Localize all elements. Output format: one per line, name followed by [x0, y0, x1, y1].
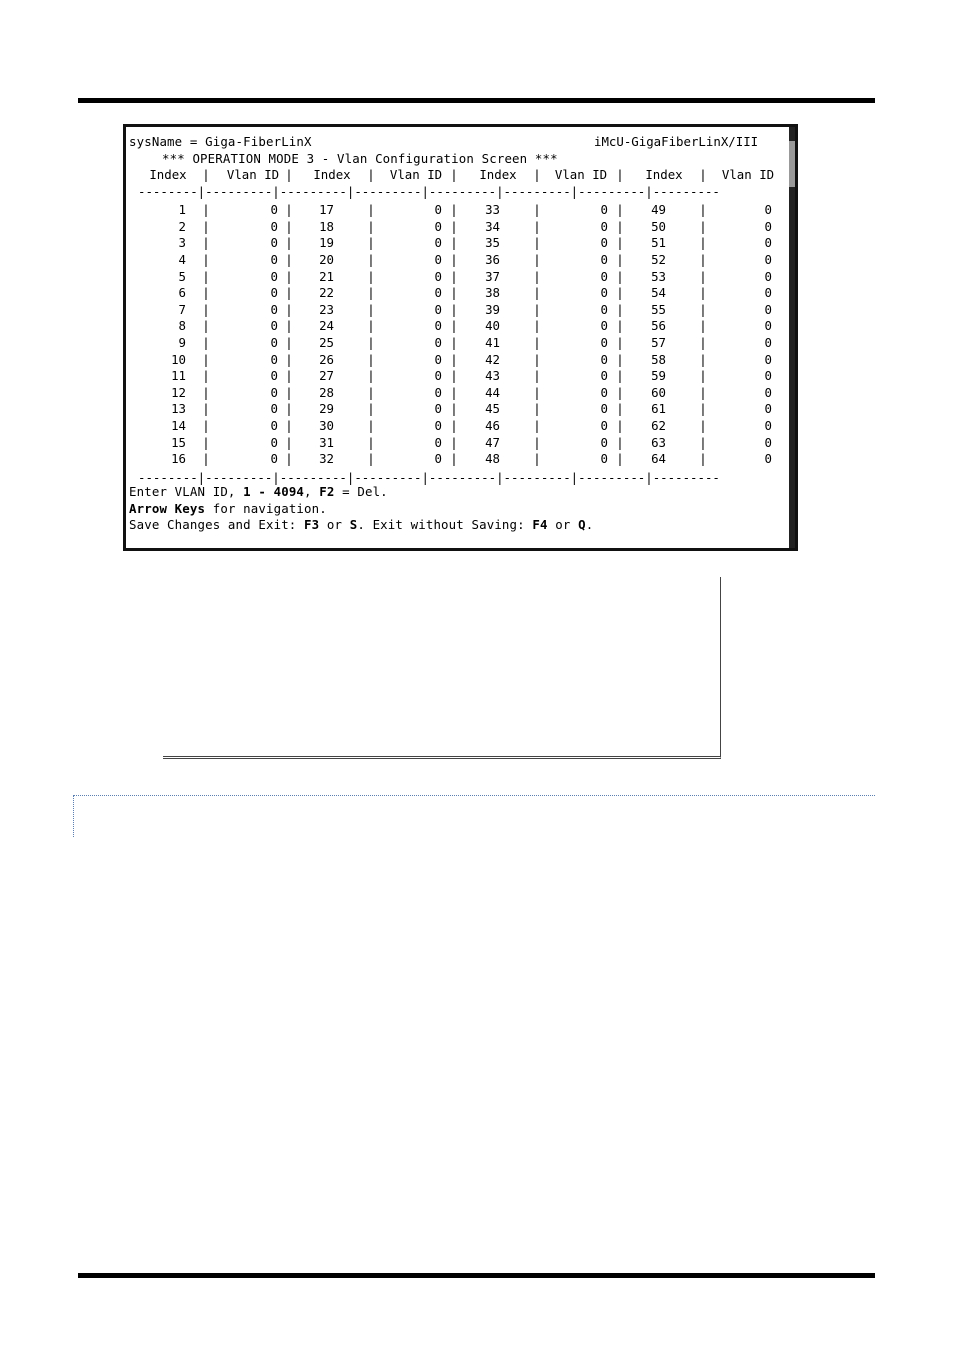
table-row — [126, 235, 788, 252]
column-separator: | — [533, 418, 541, 433]
vlan-id-cell[interactable]: 0 — [600, 451, 608, 467]
index-cell: 35 — [485, 235, 500, 251]
vlan-id-cell[interactable]: 0 — [600, 351, 608, 367]
column-separator: | — [699, 218, 707, 234]
column-separator: | — [533, 218, 541, 234]
index-cell: 61 — [651, 401, 666, 417]
vlan-id-cell[interactable]: 0 — [434, 202, 442, 218]
index-cell: 56 — [651, 318, 666, 334]
table-row — [126, 252, 788, 269]
index-cell: 31 — [319, 434, 334, 450]
vlan-id-cell[interactable]: 0 — [764, 368, 772, 384]
column-separator: | — [699, 167, 707, 182]
column-separator: | — [285, 351, 293, 367]
column-separator: | — [202, 252, 210, 267]
index-cell: 22 — [319, 285, 334, 301]
column-separator: | — [616, 384, 624, 400]
table-row — [126, 401, 788, 418]
vlan-id-cell[interactable]: 0 — [434, 384, 442, 400]
index-cell: 26 — [319, 351, 334, 367]
index-cell: 38 — [485, 285, 500, 301]
index-cell: 43 — [485, 368, 500, 384]
index-cell: 23 — [319, 301, 334, 317]
table-row — [126, 385, 788, 402]
column-separator: | — [699, 451, 707, 467]
vlan-id-cell[interactable]: 0 — [764, 418, 772, 433]
vlan-id-cell[interactable]: 0 — [270, 351, 278, 367]
column-separator: | — [450, 335, 458, 350]
column-separator: | — [367, 202, 375, 218]
column-separator: | — [533, 167, 541, 182]
column-separator: | — [699, 202, 707, 218]
vlan-id-cell[interactable]: 0 — [434, 335, 442, 350]
vlan-id-cell[interactable]: 0 — [270, 301, 278, 317]
index-cell: 17 — [319, 202, 334, 218]
column-separator: | — [367, 351, 375, 367]
column-header: Index — [479, 167, 517, 182]
column-separator: | — [450, 218, 458, 234]
column-separator: | — [699, 418, 707, 433]
index-cell: 28 — [319, 384, 334, 400]
column-separator: | — [285, 418, 293, 433]
column-separator: | — [202, 218, 210, 234]
index-cell: 59 — [651, 368, 666, 384]
column-header: Vlan ID — [226, 167, 280, 182]
index-cell: 42 — [485, 351, 500, 367]
column-separator: | — [367, 318, 375, 334]
column-separator: | — [202, 318, 210, 334]
column-separator: | — [285, 451, 293, 467]
column-separator: | — [285, 368, 293, 384]
column-separator: | — [533, 368, 541, 384]
column-header: Index — [645, 167, 683, 182]
column-header: Vlan ID — [721, 167, 775, 182]
terminal-scrollbar[interactable] — [789, 127, 795, 548]
column-header: Index — [149, 167, 187, 182]
column-separator: | — [616, 202, 624, 218]
column-separator: | — [533, 235, 541, 251]
table-bottom-border: --------|---------|---------|---------|---------|---------|---------|--------- — [138, 469, 720, 485]
index-cell: 15 — [171, 434, 186, 450]
column-separator: | — [616, 335, 624, 350]
table-row — [126, 435, 788, 452]
vlan-id-cell[interactable]: 0 — [270, 268, 278, 284]
table-row — [126, 202, 788, 219]
index-cell: 8 — [178, 318, 186, 334]
table-row — [126, 269, 788, 286]
column-separator: | — [699, 384, 707, 400]
column-separator: | — [450, 268, 458, 284]
vlan-id-cell[interactable]: 0 — [434, 451, 442, 467]
column-separator: | — [202, 268, 210, 284]
vlan-id-cell[interactable]: 0 — [764, 268, 772, 284]
note-box — [163, 577, 721, 759]
index-cell: 40 — [485, 318, 500, 334]
column-separator: | — [202, 384, 210, 400]
index-cell: 49 — [651, 202, 666, 218]
table-row — [126, 285, 788, 302]
column-separator: | — [202, 285, 210, 301]
column-separator: | — [285, 202, 293, 218]
column-separator: | — [699, 401, 707, 417]
sysname-label: sysName = Giga-FiberLinX — [129, 134, 312, 149]
column-separator: | — [202, 451, 210, 467]
vlan-id-cell[interactable]: 0 — [270, 285, 278, 301]
column-separator: | — [367, 218, 375, 234]
vlan-id-cell[interactable]: 0 — [434, 301, 442, 317]
help-line-save: Save Changes and Exit: F3 or S. Exit without Saving: F4 or Q. — [129, 517, 594, 533]
column-separator: | — [533, 335, 541, 350]
column-separator: | — [616, 235, 624, 251]
index-cell: 10 — [171, 351, 186, 367]
table-row — [126, 318, 788, 335]
column-separator: | — [699, 268, 707, 284]
vlan-id-cell[interactable]: 0 — [600, 301, 608, 317]
index-cell: 18 — [319, 218, 334, 234]
terminal-window[interactable] — [123, 124, 798, 551]
vlan-id-cell[interactable]: 0 — [600, 202, 608, 218]
vlan-id-cell[interactable]: 0 — [764, 434, 772, 450]
index-cell: 2 — [178, 218, 186, 234]
index-cell: 57 — [651, 335, 666, 350]
column-separator: | — [616, 451, 624, 467]
vlan-id-cell[interactable]: 0 — [764, 451, 772, 467]
column-separator: | — [285, 268, 293, 284]
index-cell: 48 — [485, 451, 500, 467]
column-separator: | — [285, 218, 293, 234]
header-rule — [78, 98, 875, 103]
column-separator: | — [367, 418, 375, 433]
index-cell: 5 — [178, 268, 186, 284]
vlan-id-cell[interactable]: 0 — [764, 318, 772, 334]
column-separator: | — [533, 202, 541, 218]
help-line-enter: Enter VLAN ID, 1 - 4094, F2 = Del. — [129, 484, 388, 499]
index-cell: 39 — [485, 301, 500, 317]
vlan-id-cell[interactable]: 0 — [434, 218, 442, 234]
column-separator: | — [450, 368, 458, 384]
vlan-id-cell[interactable]: 0 — [270, 235, 278, 251]
table-row — [126, 219, 788, 236]
column-separator: | — [367, 235, 375, 251]
column-separator: | — [285, 235, 293, 251]
index-cell: 33 — [485, 202, 500, 218]
column-separator: | — [450, 301, 458, 317]
index-cell: 30 — [319, 418, 334, 433]
vlan-id-cell[interactable]: 0 — [764, 351, 772, 367]
vlan-id-cell[interactable]: 0 — [434, 401, 442, 417]
column-separator: | — [699, 368, 707, 384]
column-separator: | — [202, 235, 210, 251]
vlan-id-cell[interactable]: 0 — [270, 335, 278, 350]
index-cell: 55 — [651, 301, 666, 317]
column-separator: | — [450, 235, 458, 251]
vlan-id-cell[interactable]: 0 — [600, 235, 608, 251]
table-row — [126, 302, 788, 319]
vlan-id-cell[interactable]: 0 — [600, 434, 608, 450]
column-separator: | — [450, 401, 458, 417]
column-separator: | — [616, 218, 624, 234]
index-cell: 29 — [319, 401, 334, 417]
column-separator: | — [450, 451, 458, 467]
column-separator: | — [367, 451, 375, 467]
column-separator: | — [699, 252, 707, 267]
index-cell: 44 — [485, 384, 500, 400]
index-cell: 32 — [319, 451, 334, 467]
vlan-id-cell[interactable]: 0 — [270, 384, 278, 400]
column-separator: | — [616, 351, 624, 367]
column-separator: | — [450, 318, 458, 334]
column-separator: | — [367, 167, 375, 182]
column-separator: | — [616, 285, 624, 301]
column-separator: | — [367, 368, 375, 384]
column-separator: | — [367, 384, 375, 400]
vlan-id-cell[interactable]: 0 — [600, 218, 608, 234]
index-cell: 16 — [171, 451, 186, 467]
vlan-id-cell[interactable]: 0 — [600, 418, 608, 433]
column-separator: | — [285, 434, 293, 450]
column-separator: | — [285, 318, 293, 334]
column-separator: | — [202, 351, 210, 367]
column-separator: | — [616, 318, 624, 334]
column-header: Vlan ID — [389, 167, 443, 182]
column-separator: | — [450, 418, 458, 433]
column-separator: | — [616, 401, 624, 417]
column-separator: | — [450, 285, 458, 301]
vlan-id-cell[interactable]: 0 — [434, 368, 442, 384]
index-cell: 53 — [651, 268, 666, 284]
column-separator: | — [202, 335, 210, 350]
column-separator: | — [285, 252, 293, 267]
column-separator: | — [367, 301, 375, 317]
vlan-id-cell[interactable]: 0 — [764, 252, 772, 267]
vlan-id-cell[interactable]: 0 — [270, 218, 278, 234]
vlan-id-cell[interactable]: 0 — [764, 218, 772, 234]
table-top-border: --------|---------|---------|---------|---------|---------|---------|--------- — [138, 183, 720, 199]
help-line-navigation: Arrow Keys for navigation. — [129, 500, 327, 516]
table-row — [126, 352, 788, 369]
index-cell: 20 — [319, 252, 334, 267]
column-separator: | — [202, 368, 210, 384]
vlan-id-cell[interactable]: 0 — [434, 268, 442, 284]
vlan-id-cell[interactable]: 0 — [270, 434, 278, 450]
column-separator: | — [616, 418, 624, 433]
index-cell: 34 — [485, 218, 500, 234]
column-separator: | — [285, 167, 293, 182]
column-separator: | — [285, 285, 293, 301]
column-separator: | — [616, 252, 624, 267]
vlan-id-cell[interactable]: 0 — [764, 285, 772, 301]
vlan-id-cell[interactable]: 0 — [434, 252, 442, 267]
table-row — [126, 418, 788, 435]
index-cell: 63 — [651, 434, 666, 450]
index-cell: 51 — [651, 235, 666, 251]
column-separator: | — [533, 285, 541, 301]
index-cell: 37 — [485, 268, 500, 284]
column-separator: | — [450, 434, 458, 450]
column-separator: | — [202, 418, 210, 433]
vlan-id-cell[interactable]: 0 — [270, 451, 278, 467]
column-separator: | — [616, 301, 624, 317]
column-separator: | — [367, 268, 375, 284]
vlan-id-cell[interactable]: 0 — [270, 252, 278, 267]
table-row — [126, 335, 788, 352]
index-cell: 3 — [178, 235, 186, 251]
index-cell: 4 — [178, 252, 186, 267]
index-cell: 27 — [319, 368, 334, 384]
column-separator: | — [533, 268, 541, 284]
index-cell: 11 — [171, 368, 186, 384]
vlan-id-cell[interactable]: 0 — [434, 418, 442, 433]
product-label: iMcU-GigaFiberLinX/III — [594, 134, 759, 149]
column-separator: | — [699, 434, 707, 450]
vlan-id-cell[interactable]: 0 — [600, 252, 608, 267]
index-cell: 25 — [319, 335, 334, 350]
vlan-id-cell[interactable]: 0 — [600, 384, 608, 400]
column-separator: | — [367, 401, 375, 417]
column-separator: | — [699, 351, 707, 367]
vlan-id-cell[interactable]: 0 — [764, 301, 772, 317]
column-separator: | — [699, 301, 707, 317]
column-separator: | — [533, 401, 541, 417]
index-cell: 1 — [178, 202, 186, 218]
column-separator: | — [533, 252, 541, 267]
column-separator: | — [450, 167, 458, 182]
column-separator: | — [450, 351, 458, 367]
table-row — [126, 368, 788, 385]
index-cell: 19 — [319, 235, 334, 251]
column-separator: | — [285, 384, 293, 400]
vlan-id-cell[interactable]: 0 — [600, 285, 608, 301]
index-cell: 21 — [319, 268, 334, 284]
column-separator: | — [533, 384, 541, 400]
vlan-id-cell[interactable]: 0 — [600, 318, 608, 334]
index-cell: 64 — [651, 451, 666, 467]
index-cell: 52 — [651, 252, 666, 267]
column-separator: | — [533, 451, 541, 467]
column-separator: | — [285, 335, 293, 350]
index-cell: 14 — [171, 418, 186, 433]
vlan-id-cell[interactable]: 0 — [270, 318, 278, 334]
index-cell: 12 — [171, 384, 186, 400]
scrollbar-thumb[interactable] — [789, 141, 795, 187]
index-cell: 58 — [651, 351, 666, 367]
column-separator: | — [533, 318, 541, 334]
column-separator: | — [533, 301, 541, 317]
column-separator: | — [699, 335, 707, 350]
column-separator: | — [202, 301, 210, 317]
column-separator: | — [699, 235, 707, 251]
index-cell: 62 — [651, 418, 666, 433]
index-cell: 50 — [651, 218, 666, 234]
vlan-id-cell[interactable]: 0 — [600, 268, 608, 284]
column-separator: | — [285, 301, 293, 317]
vlan-id-cell[interactable]: 0 — [270, 418, 278, 433]
column-separator: | — [533, 351, 541, 367]
footer-rule — [78, 1273, 875, 1278]
vlan-id-cell[interactable]: 0 — [434, 285, 442, 301]
column-separator: | — [616, 167, 624, 182]
vlan-id-cell[interactable]: 0 — [434, 351, 442, 367]
screen-title: *** OPERATION MODE 3 - Vlan Configuration Screen *** — [162, 151, 558, 166]
vlan-id-cell[interactable]: 0 — [600, 401, 608, 417]
column-separator: | — [367, 252, 375, 267]
column-separator: | — [699, 285, 707, 301]
vlan-id-cell[interactable]: 0 — [764, 202, 772, 218]
index-cell: 54 — [651, 285, 666, 301]
index-cell: 9 — [178, 335, 186, 350]
index-cell: 36 — [485, 252, 500, 267]
index-cell: 6 — [178, 285, 186, 301]
vlan-id-cell[interactable]: 0 — [434, 434, 442, 450]
column-separator: | — [699, 318, 707, 334]
column-separator: | — [450, 384, 458, 400]
column-separator: | — [616, 268, 624, 284]
vlan-id-cell[interactable]: 0 — [600, 335, 608, 350]
column-separator: | — [616, 368, 624, 384]
index-cell: 46 — [485, 418, 500, 433]
column-separator: | — [367, 285, 375, 301]
column-separator: | — [202, 202, 210, 218]
table-header-row — [126, 167, 788, 184]
column-separator: | — [450, 252, 458, 267]
index-cell: 41 — [485, 335, 500, 350]
index-cell: 24 — [319, 318, 334, 334]
vlan-id-cell[interactable]: 0 — [764, 235, 772, 251]
column-separator: | — [367, 434, 375, 450]
column-separator: | — [285, 401, 293, 417]
column-separator: | — [367, 335, 375, 350]
vlan-id-cell[interactable]: 0 — [270, 401, 278, 417]
index-cell: 45 — [485, 401, 500, 417]
column-separator: | — [450, 202, 458, 218]
vlan-id-cell[interactable]: 0 — [270, 368, 278, 384]
vlan-id-cell[interactable]: 0 — [434, 318, 442, 334]
column-header: Vlan ID — [554, 167, 608, 182]
column-separator: | — [533, 434, 541, 450]
column-separator: | — [616, 434, 624, 450]
column-header: Index — [313, 167, 351, 182]
index-cell: 7 — [178, 301, 186, 317]
column-separator: | — [202, 401, 210, 417]
vlan-id-cell[interactable]: 0 — [270, 202, 278, 218]
index-cell: 60 — [651, 384, 666, 400]
table-row — [126, 451, 788, 468]
vlan-id-cell[interactable]: 0 — [600, 368, 608, 384]
vlan-id-cell[interactable]: 0 — [434, 235, 442, 251]
index-cell: 47 — [485, 434, 500, 450]
index-cell: 13 — [171, 401, 186, 417]
vlan-id-cell[interactable]: 0 — [764, 335, 772, 350]
column-separator: | — [202, 167, 210, 182]
vlan-id-cell[interactable]: 0 — [764, 401, 772, 417]
dotted-frame — [73, 795, 875, 837]
vlan-id-cell[interactable]: 0 — [764, 384, 772, 400]
column-separator: | — [202, 434, 210, 450]
